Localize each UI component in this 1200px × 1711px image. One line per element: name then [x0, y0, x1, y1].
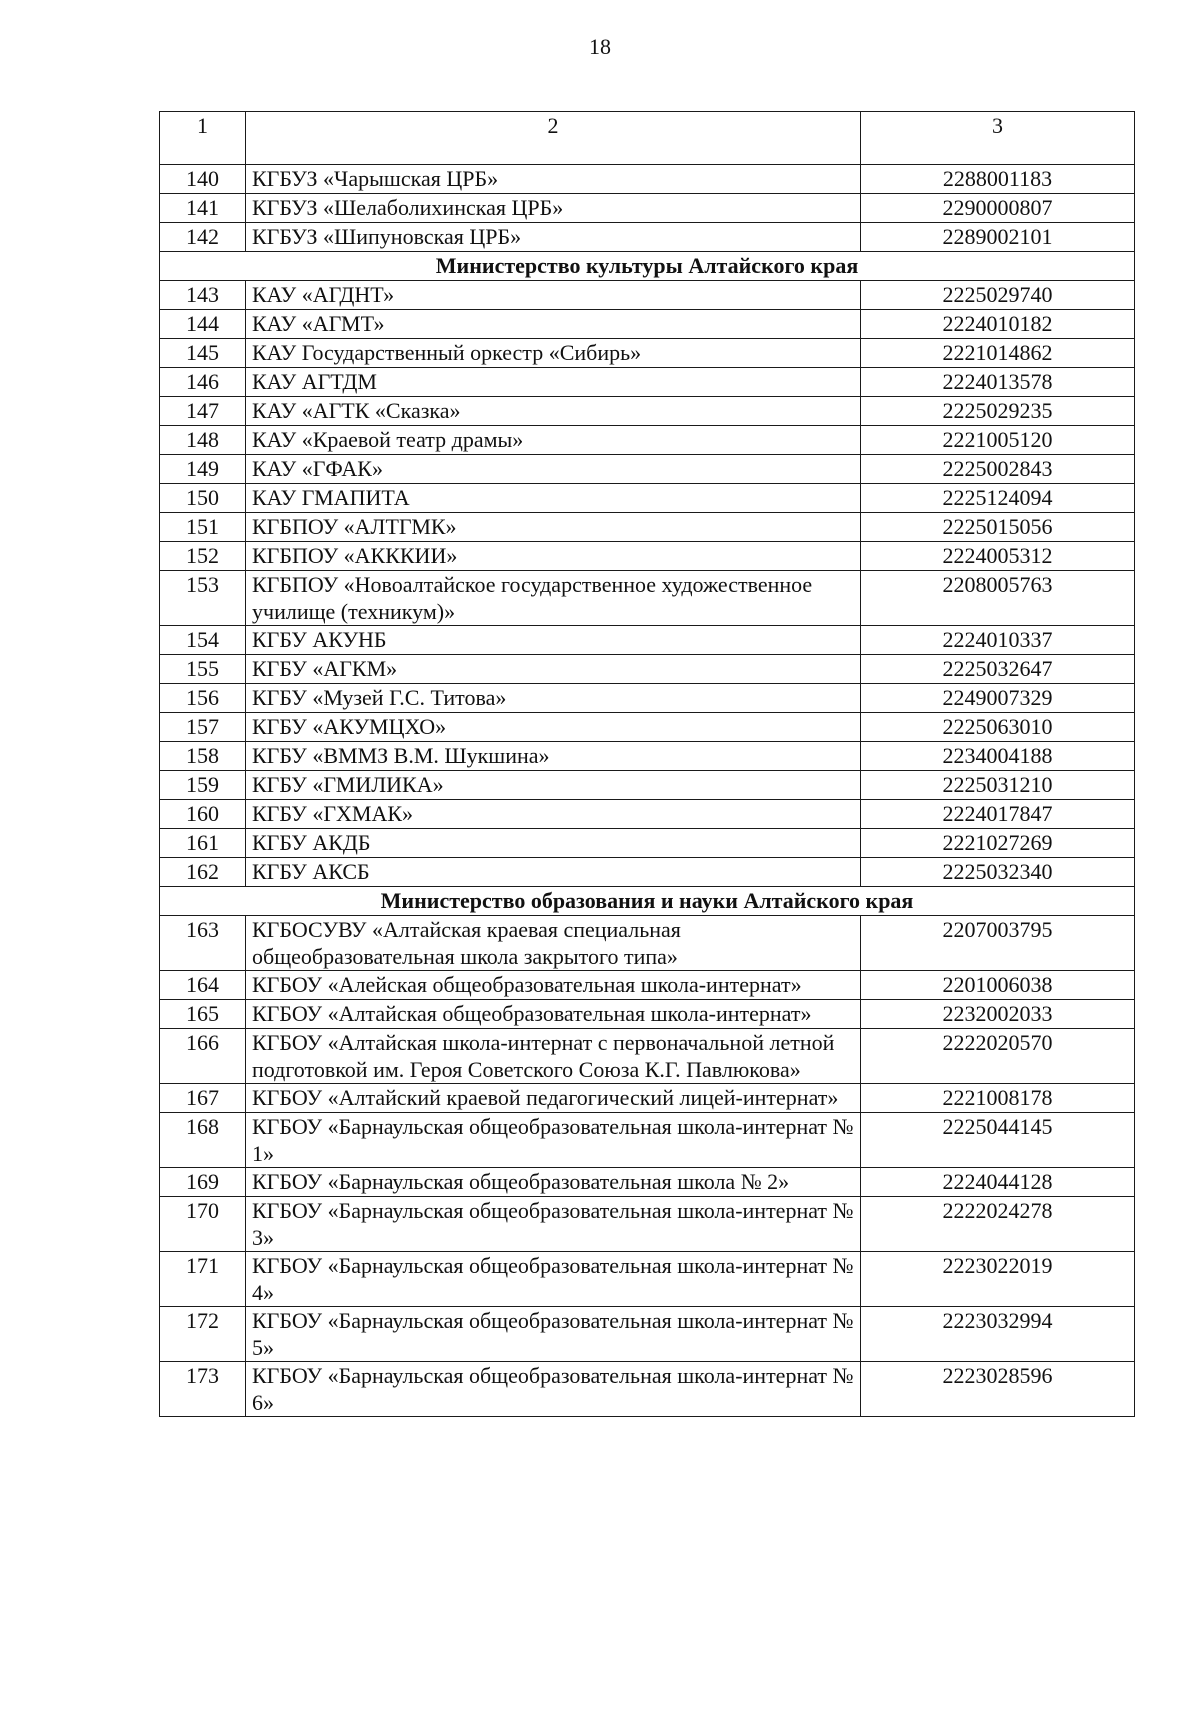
- table-row: [160, 165, 1135, 194]
- organization-name: КГБПОУ «Новоалтайское государственное художественное училище (техникум)»: [246, 571, 861, 626]
- organization-name: КГБУ АКДБ: [246, 829, 861, 858]
- inn-code: 2222020570: [861, 1029, 1135, 1084]
- table-row: [160, 713, 1135, 742]
- table-row: [160, 1029, 1135, 1084]
- inn-code: 2288001183: [861, 165, 1135, 194]
- row-number: 151: [160, 513, 246, 542]
- organization-name: КГБОУ «Алтайская общеобразовательная школа-интернат»: [246, 1000, 861, 1029]
- organization-name: КГБОУ «Барнаульская общеобразовательная школа № 2»: [246, 1168, 861, 1197]
- table-row: [160, 626, 1135, 655]
- row-number: 163: [160, 916, 246, 971]
- table-row: [160, 655, 1135, 684]
- row-number: 173: [160, 1362, 246, 1417]
- row-number: 167: [160, 1084, 246, 1113]
- section-title: Министерство культуры Алтайского края: [160, 252, 1135, 281]
- organization-name: КГБУ «АКУМЦХО»: [246, 713, 861, 742]
- organization-name: КГБОУ «Барнаульская общеобразовательная школа-интернат № 5»: [246, 1307, 861, 1362]
- row-number: 145: [160, 339, 246, 368]
- inn-code: 2221014862: [861, 339, 1135, 368]
- row-number: 144: [160, 310, 246, 339]
- inn-code: 2224013578: [861, 368, 1135, 397]
- row-number: 141: [160, 194, 246, 223]
- inn-code: 2225032647: [861, 655, 1135, 684]
- table-row: [160, 484, 1135, 513]
- row-number: 158: [160, 742, 246, 771]
- row-number: 164: [160, 971, 246, 1000]
- inn-code: 2208005763: [861, 571, 1135, 626]
- table-row: [160, 800, 1135, 829]
- row-number: 149: [160, 455, 246, 484]
- table-row: [160, 542, 1135, 571]
- row-number: 162: [160, 858, 246, 887]
- organization-name: КАУ «АГТК «Сказка»: [246, 397, 861, 426]
- inn-code: 2221005120: [861, 426, 1135, 455]
- table-row: [160, 397, 1135, 426]
- inn-code: 2225124094: [861, 484, 1135, 513]
- organization-name: КГБУ АКСБ: [246, 858, 861, 887]
- row-number: 161: [160, 829, 246, 858]
- row-number: 143: [160, 281, 246, 310]
- table-row: [160, 1084, 1135, 1113]
- organization-name: КАУ Государственный оркестр «Сибирь»: [246, 339, 861, 368]
- row-number: 155: [160, 655, 246, 684]
- row-number: 153: [160, 571, 246, 626]
- table-row: [160, 1000, 1135, 1029]
- row-number: 156: [160, 684, 246, 713]
- table-row: [160, 829, 1135, 858]
- table-row: [160, 858, 1135, 887]
- inn-code: 2221027269: [861, 829, 1135, 858]
- row-number: 148: [160, 426, 246, 455]
- row-number: 169: [160, 1168, 246, 1197]
- inn-code: 2222024278: [861, 1197, 1135, 1252]
- organization-name: КГБОСУВУ «Алтайская краевая специальная общеобразовательная школа закрытого типа»: [246, 916, 861, 971]
- table-row: [160, 455, 1135, 484]
- inn-code: 2223022019: [861, 1252, 1135, 1307]
- table-row: [160, 1197, 1135, 1252]
- row-number: 166: [160, 1029, 246, 1084]
- row-number: 165: [160, 1000, 246, 1029]
- table-row: [160, 916, 1135, 971]
- organization-name: КАУ АГТДМ: [246, 368, 861, 397]
- table-body: [160, 112, 1135, 1417]
- table-row: [160, 513, 1135, 542]
- table-row: [160, 571, 1135, 626]
- inn-code: 2224044128: [861, 1168, 1135, 1197]
- row-number: 157: [160, 713, 246, 742]
- inn-code: 2201006038: [861, 971, 1135, 1000]
- inn-code: 2225063010: [861, 713, 1135, 742]
- organization-name: КАУ «АГМТ»: [246, 310, 861, 339]
- table-row: [160, 1362, 1135, 1417]
- inn-code: 2224010182: [861, 310, 1135, 339]
- organization-name: КГБОУ «Алейская общеобразовательная школа-интернат»: [246, 971, 861, 1000]
- inn-code: 2223028596: [861, 1362, 1135, 1417]
- table-row: [160, 1252, 1135, 1307]
- table-row: [160, 368, 1135, 397]
- row-number: 154: [160, 626, 246, 655]
- inn-code: 2221008178: [861, 1084, 1135, 1113]
- organization-name: КГБУЗ «Чарышская ЦРБ»: [246, 165, 861, 194]
- organizations-table: [159, 111, 1135, 1417]
- organization-name: КАУ «Краевой театр драмы»: [246, 426, 861, 455]
- section-title: Министерство образования и науки Алтайского края: [160, 887, 1135, 916]
- inn-code: 2224005312: [861, 542, 1135, 571]
- inn-code: 2249007329: [861, 684, 1135, 713]
- organization-name: КАУ «АГДНТ»: [246, 281, 861, 310]
- inn-code: 2232002033: [861, 1000, 1135, 1029]
- section-header-row: [160, 887, 1135, 916]
- organization-name: КГБУ «ГМИЛИКА»: [246, 771, 861, 800]
- header-col-name: 2: [246, 112, 861, 165]
- row-number: 172: [160, 1307, 246, 1362]
- table-header-row: [160, 112, 1135, 165]
- header-col-number: 1: [160, 112, 246, 165]
- organization-name: КАУ ГМАПИТА: [246, 484, 861, 513]
- inn-code: 2289002101: [861, 223, 1135, 252]
- inn-code: 2225029235: [861, 397, 1135, 426]
- organization-name: КГБУЗ «Шелаболихинская ЦРБ»: [246, 194, 861, 223]
- row-number: 150: [160, 484, 246, 513]
- table-row: [160, 223, 1135, 252]
- header-col-inn: 3: [861, 112, 1135, 165]
- row-number: 142: [160, 223, 246, 252]
- organization-name: КГБОУ «Барнаульская общеобразовательная школа-интернат № 6»: [246, 1362, 861, 1417]
- row-number: 171: [160, 1252, 246, 1307]
- organization-name: КГБОУ «Барнаульская общеобразовательная школа-интернат № 4»: [246, 1252, 861, 1307]
- organization-name: КГБОУ «Барнаульская общеобразовательная школа-интернат № 1»: [246, 1113, 861, 1168]
- organization-name: КГБУЗ «Шипуновская ЦРБ»: [246, 223, 861, 252]
- organization-name: КГБОУ «Барнаульская общеобразовательная школа-интернат № 3»: [246, 1197, 861, 1252]
- row-number: 159: [160, 771, 246, 800]
- organization-name: КГБПОУ «АКККИИ»: [246, 542, 861, 571]
- section-header-row: [160, 252, 1135, 281]
- organization-name: КГБУ АКУНБ: [246, 626, 861, 655]
- inn-code: 2223032994: [861, 1307, 1135, 1362]
- inn-code: 2225015056: [861, 513, 1135, 542]
- organization-name: КГБУ «ВММЗ В.М. Шукшина»: [246, 742, 861, 771]
- inn-code: 2225031210: [861, 771, 1135, 800]
- organization-name: КАУ «ГФАК»: [246, 455, 861, 484]
- table-row: [160, 742, 1135, 771]
- row-number: 160: [160, 800, 246, 829]
- inn-code: 2224010337: [861, 626, 1135, 655]
- inn-code: 2207003795: [861, 916, 1135, 971]
- table-row: [160, 426, 1135, 455]
- table-row: [160, 194, 1135, 223]
- organization-name: КГБПОУ «АЛТГМК»: [246, 513, 861, 542]
- inn-code: 2225002843: [861, 455, 1135, 484]
- table-row: [160, 310, 1135, 339]
- row-number: 170: [160, 1197, 246, 1252]
- row-number: 140: [160, 165, 246, 194]
- organization-name: КГБУ «ГХМАК»: [246, 800, 861, 829]
- inn-code: 2225029740: [861, 281, 1135, 310]
- table-row: [160, 771, 1135, 800]
- inn-code: 2290000807: [861, 194, 1135, 223]
- table-row: [160, 281, 1135, 310]
- organization-name: КГБУ «АГКМ»: [246, 655, 861, 684]
- organization-name: КГБОУ «Алтайская школа-интернат с первоначальной летной подготовкой им. Героя Советского Союза К.Г. Павлюкова»: [246, 1029, 861, 1084]
- table-row: [160, 971, 1135, 1000]
- row-number: 168: [160, 1113, 246, 1168]
- inn-code: 2225032340: [861, 858, 1135, 887]
- row-number: 152: [160, 542, 246, 571]
- table-row: [160, 339, 1135, 368]
- inn-code: 2225044145: [861, 1113, 1135, 1168]
- inn-code: 2224017847: [861, 800, 1135, 829]
- table-row: [160, 1113, 1135, 1168]
- table-row: [160, 684, 1135, 713]
- page-number: 18: [589, 34, 611, 59]
- row-number: 146: [160, 368, 246, 397]
- inn-code: 2234004188: [861, 742, 1135, 771]
- organization-name: КГБУ «Музей Г.С. Титова»: [246, 684, 861, 713]
- table-row: [160, 1168, 1135, 1197]
- row-number: 147: [160, 397, 246, 426]
- table-row: [160, 1307, 1135, 1362]
- organization-name: КГБОУ «Алтайский краевой педагогический лицей-интернат»: [246, 1084, 861, 1113]
